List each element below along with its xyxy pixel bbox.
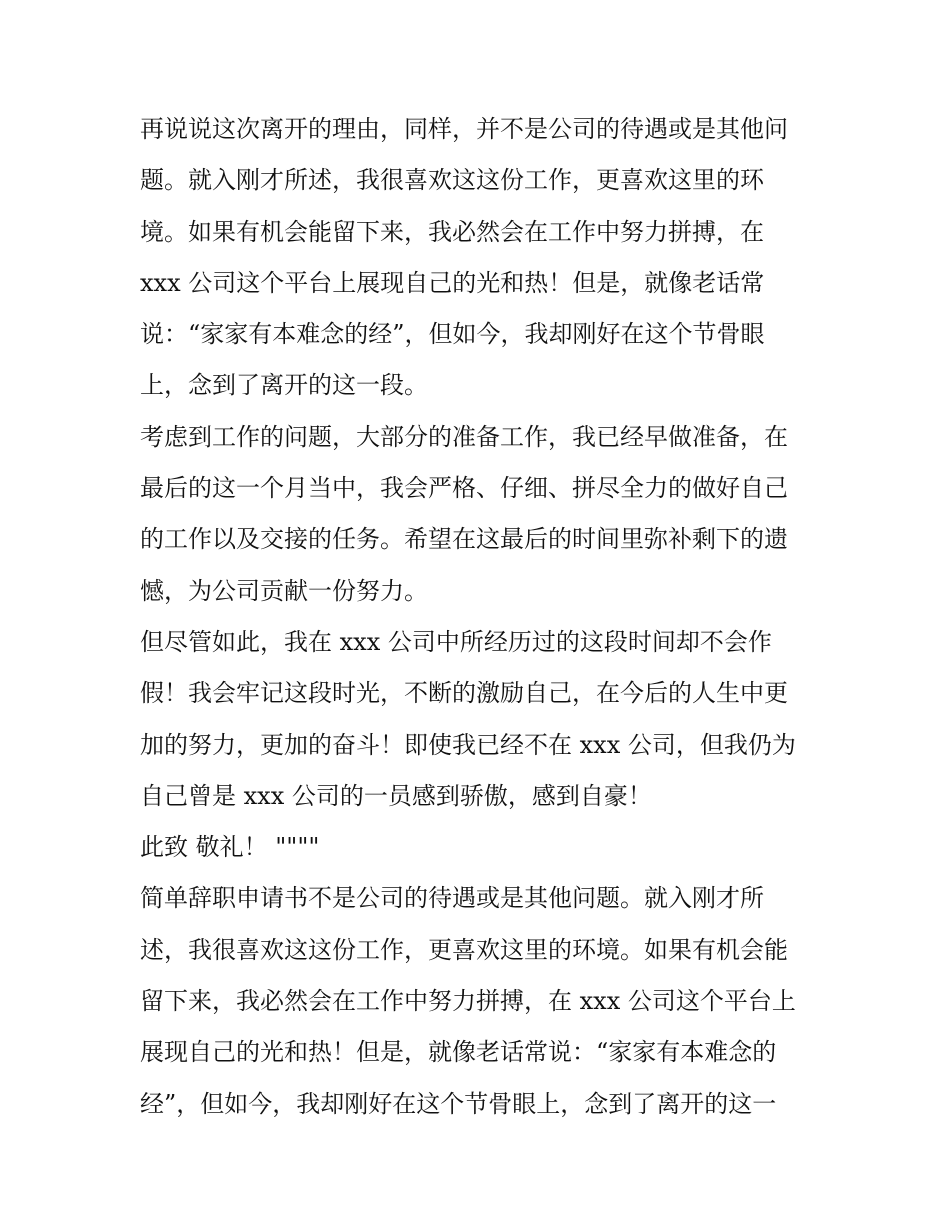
- text-line-14: 自己曾是 xxx 公司的一员感到骄傲，感到自豪！: [140, 781, 652, 810]
- text-line-12: 假！我会牢记这段时光，不断的激励自己，在今后的人生中更: [140, 679, 788, 708]
- text-line-20: 经”，但如今，我却刚好在这个节骨眼上，念到了离开的这一: [140, 1089, 777, 1118]
- text-line-18: 留下来，我必然会在工作中努力拼搏，在 xxx 公司这个平台上: [140, 987, 796, 1016]
- text-line-19: 展现自己的光和热！但是，就像老话常说：“家家有本难念的: [140, 1038, 777, 1067]
- text-line-6: 上，念到了离开的这一段。: [140, 371, 428, 400]
- document-body: [140, 104, 820, 1130]
- text-line-9: 的工作以及交接的任务。希望在这最后的时间里弥补剩下的遗: [140, 525, 788, 554]
- text-line-1: 再说说这次离开的理由，同样，并不是公司的待遇或是其他问: [140, 115, 788, 143]
- text-line-10: 憾，为公司贡献一份努力。: [140, 576, 428, 605]
- text-line-7: 考虑到工作的问题，大部分的准备工作，我已经早做准备，在: [140, 422, 788, 451]
- text-line-4: xxx 公司这个平台上展现自己的光和热！但是，就像老话常: [140, 268, 765, 297]
- text-line-2: 题。就入刚才所述，我很喜欢这这份工作，更喜欢这里的环: [140, 166, 764, 195]
- text-line-3: 境。如果有机会能留下来，我必然会在工作中努力拼搏，在: [140, 217, 764, 246]
- text-line-5: 说：“家家有本难念的经”，但如今，我却刚好在这个节骨眼: [140, 320, 765, 349]
- text-line-17: 述，我很喜欢这这份工作，更喜欢这里的环境。如果有机会能: [140, 935, 788, 964]
- text-line-8: 最后的这一个月当中，我会严格、仔细、拼尽全力的做好自己: [140, 474, 788, 503]
- text-line-15: 此致 敬礼！ """": [140, 833, 320, 862]
- text-line-13: 加的努力，更加的奋斗！即使我已经不在 xxx 公司，但我仍为: [140, 730, 796, 759]
- text-line-11: 但尽管如此，我在 xxx 公司中所经历过的这段时间却不会作: [140, 627, 772, 656]
- text-line-16: 简单辞职申请书不是公司的待遇或是其他问题。就入刚才所: [140, 884, 764, 913]
